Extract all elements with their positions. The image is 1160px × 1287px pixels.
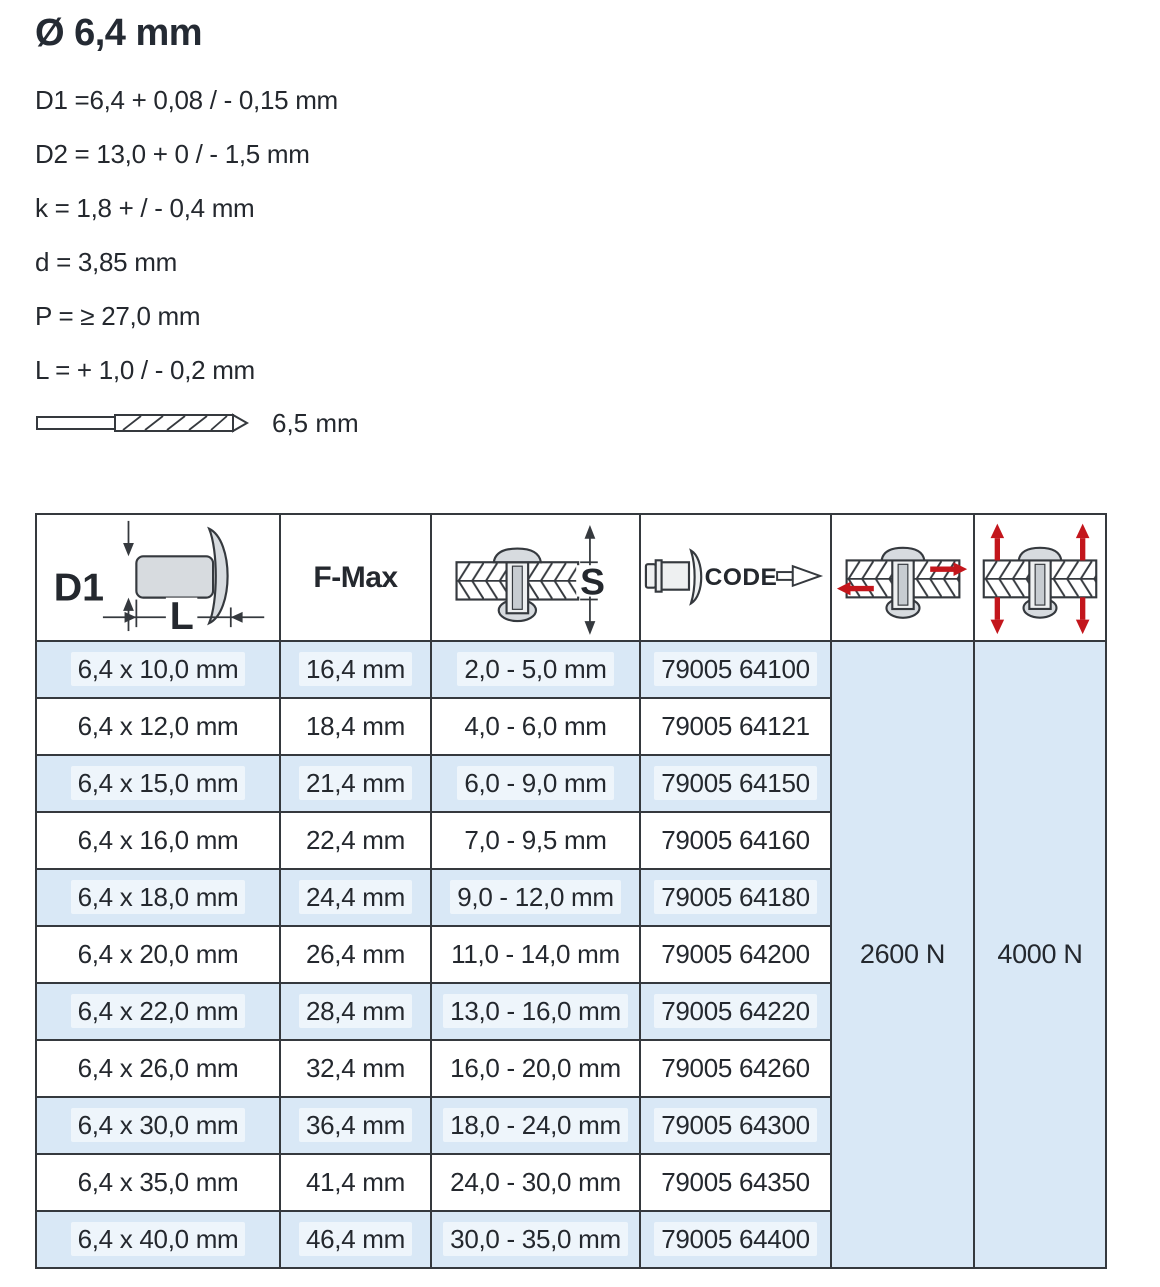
header-grip-range [431,514,640,641]
code-label: CODE [704,563,778,591]
spec-line-d: d = 3,85 mm [35,246,177,277]
shear-strength-diagram [833,515,972,635]
size-cell: 6,4 x 40,0 mm [36,1211,280,1268]
grip-cell: 6,0 - 9,0 mm [431,755,640,812]
code-cell: 79005 64260 [640,1040,831,1097]
grip-cell: 7,0 - 9,5 mm [431,812,640,869]
order-code-diagram [642,515,829,635]
drill-diameter-label: 6,5 mm [272,407,359,438]
grip-cell: 11,0 - 14,0 mm [431,926,640,983]
table-header [36,514,1106,641]
spec-line-d1: D1 =6,4 + 0,08 / - 0,15 mm [35,84,338,115]
fmax-cell: 16,4 mm [280,641,431,698]
code-cell: 79005 64150 [640,755,831,812]
header-shear-strength [831,514,974,641]
spec-line-d2: D2 = 13,0 + 0 / - 1,5 mm [35,138,310,169]
spec-line-p: P = ≥ 27,0 mm [35,300,201,331]
table-row [36,641,1106,698]
code-cell: 79005 64180 [640,869,831,926]
fmax-cell: 24,4 mm [280,869,431,926]
fmax-cell: 28,4 mm [280,983,431,1040]
fmax-cell: 32,4 mm [280,1040,431,1097]
fmax-cell: 41,4 mm [280,1154,431,1211]
grip-cell: 30,0 - 35,0 mm [431,1211,640,1268]
fmax-cell: 46,4 mm [280,1211,431,1268]
dim-d1-label: D1 [53,565,105,610]
header-row [36,514,1106,641]
code-cell: 79005 64121 [640,698,831,755]
f-max-label: F-Max [313,560,398,594]
header-order-code [640,514,831,641]
drill-bit-icon [35,408,250,438]
header-tensile-strength [974,514,1106,641]
code-cell: 79005 64220 [640,983,831,1040]
grip-cell: 13,0 - 16,0 mm [431,983,640,1040]
code-cell: 79005 64400 [640,1211,831,1268]
grip-cell: 4,0 - 6,0 mm [431,698,640,755]
size-cell: 6,4 x 35,0 mm [36,1154,280,1211]
header-f-max [280,514,431,641]
fmax-cell: 22,4 mm [280,812,431,869]
size-cell: 6,4 x 16,0 mm [36,812,280,869]
fmax-cell: 36,4 mm [280,1097,431,1154]
size-cell: 6,4 x 22,0 mm [36,983,280,1040]
spec-list [35,73,1160,397]
code-cell: 79005 64350 [640,1154,831,1211]
grip-cell: 2,0 - 5,0 mm [431,641,640,698]
code-cell: 79005 64160 [640,812,831,869]
size-cell: 6,4 x 30,0 mm [36,1097,280,1154]
grip-cell: 18,0 - 24,0 mm [431,1097,640,1154]
header-rivet-dimension [36,514,280,641]
spec-line-k: k = 1,8 + / - 0,4 mm [35,192,255,223]
size-cell: 6,4 x 12,0 mm [36,698,280,755]
dim-l-label: L [169,594,194,635]
fmax-cell: 18,4 mm [280,698,431,755]
fmax-cell: 21,4 mm [280,755,431,812]
grip-cell: 16,0 - 20,0 mm [431,1040,640,1097]
grip-cell: 24,0 - 30,0 mm [431,1154,640,1211]
size-cell: 6,4 x 20,0 mm [36,926,280,983]
size-cell: 6,4 x 18,0 mm [36,869,280,926]
page-title: Ø 6,4 mm [35,12,203,54]
tensile-strength-diagram [976,515,1104,635]
size-cell: 6,4 x 10,0 mm [36,641,280,698]
shear-strength-value: 2600 N [831,641,974,1268]
spec-line-l: L = + 1,0 / - 0,2 mm [35,354,255,385]
code-cell: 79005 64200 [640,926,831,983]
drill-size-row [35,397,1160,449]
rivet-spec-table [35,513,1107,1269]
grip-cell: 9,0 - 12,0 mm [431,869,640,926]
tensile-strength-value: 4000 N [974,641,1106,1268]
code-cell: 79005 64300 [640,1097,831,1154]
fmax-cell: 26,4 mm [280,926,431,983]
size-cell: 6,4 x 26,0 mm [36,1040,280,1097]
size-cell: 6,4 x 15,0 mm [36,755,280,812]
rivet-dimension-diagram [38,515,278,635]
grip-s-label: S [580,560,605,603]
table-body [36,641,1106,1268]
code-cell: 79005 64100 [640,641,831,698]
grip-range-diagram [433,515,638,635]
